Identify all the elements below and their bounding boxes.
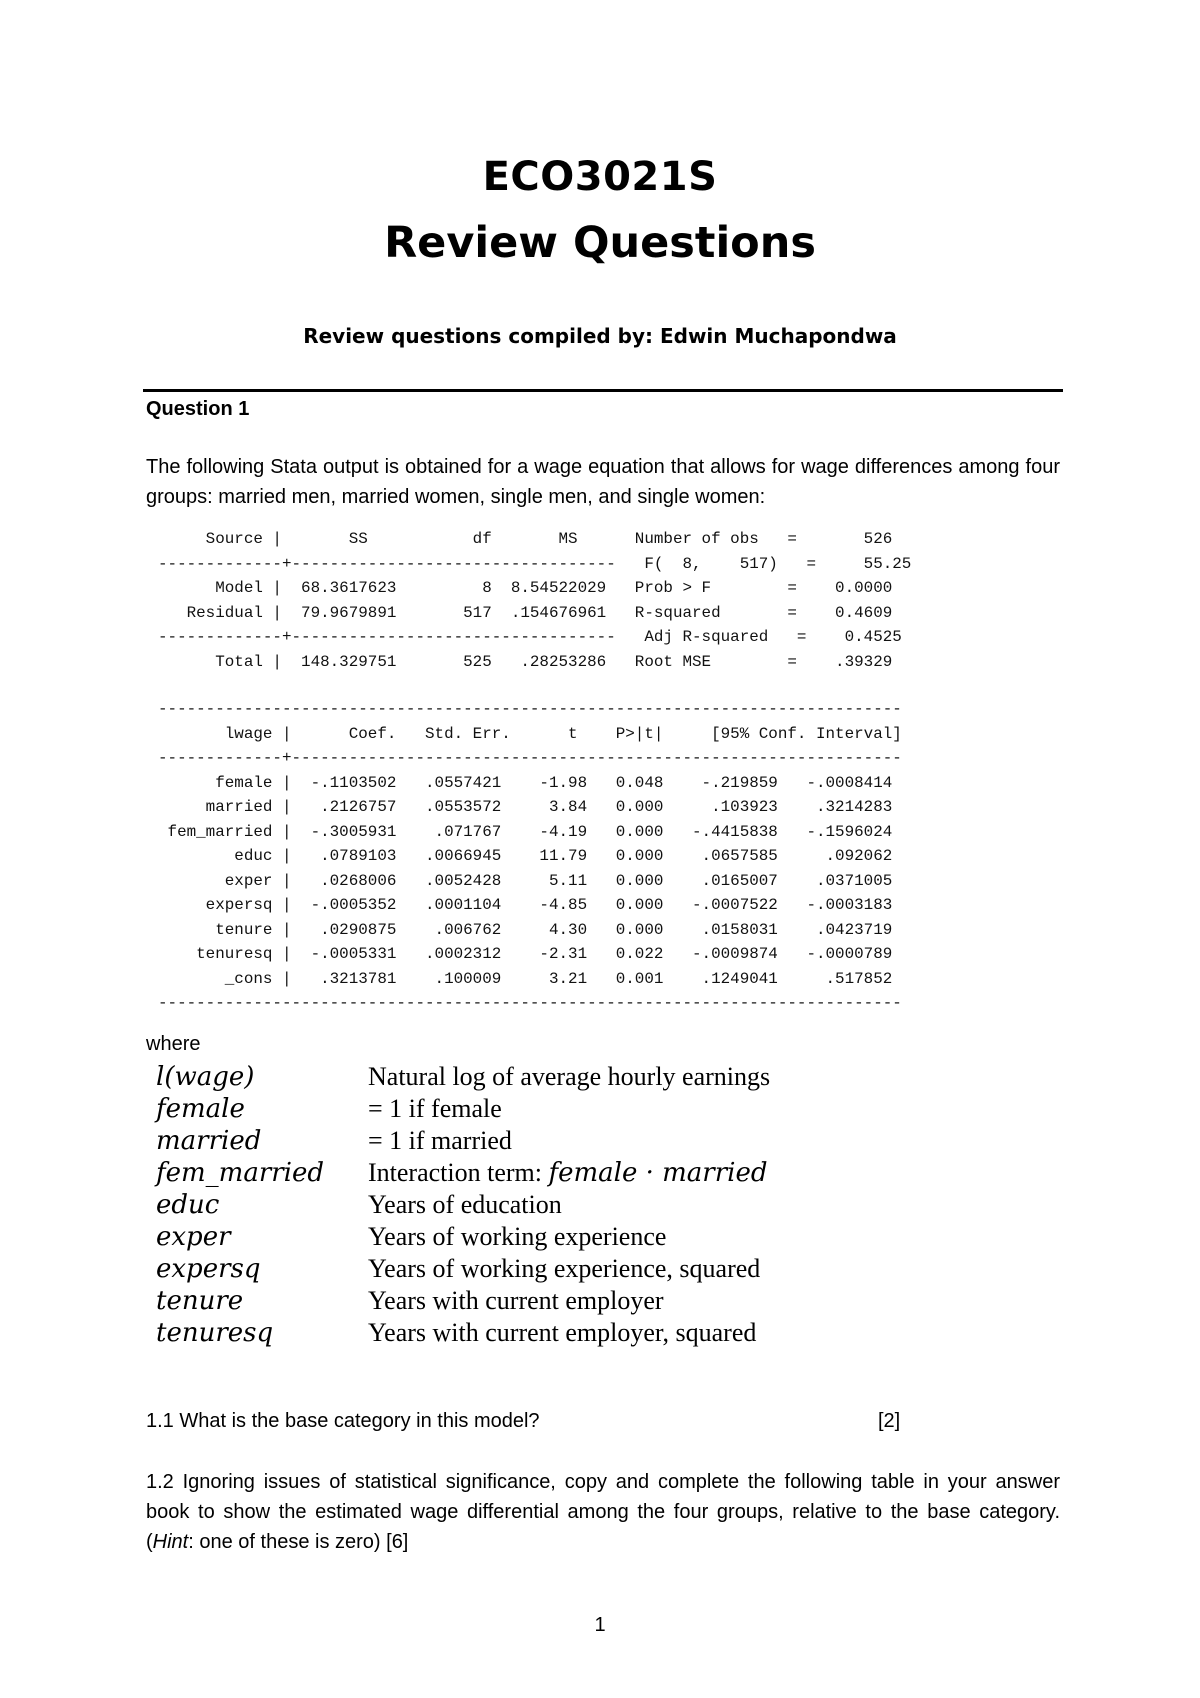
compiled-by-line: Review questions compiled by: Edwin Muchapondwa — [303, 324, 897, 348]
question-1-2-text: 1.2 Ignoring issues of statistical significance, copy and complete the following table in your answer book to show the estimated wage differential among the four groups, relative to the base category. ( — [146, 1471, 1060, 1553]
hint-label: Hint — [152, 1531, 189, 1553]
glossary-definition: Natural log of average hourly earnings — [368, 1062, 771, 1091]
glossary-variable: l(wage) — [156, 1062, 255, 1092]
glossary-variable: educ — [156, 1190, 220, 1220]
glossary-definition: Years of working experience — [368, 1222, 667, 1251]
glossary-definition: = 1 if female — [368, 1094, 502, 1123]
glossary-definition: Years of working experience, squared — [368, 1254, 761, 1283]
glossary-intro: where — [146, 1033, 201, 1055]
question-heading: Question 1 — [146, 398, 250, 420]
glossary-variable: fem_married — [156, 1158, 325, 1188]
question-1-2 — [146, 1467, 1060, 1557]
question-intro: The following Stata output is obtained for a wage equation that allows for wage differences among four groups: married men, married women, single men, and single women: — [146, 456, 1060, 508]
stata-coefficient-table: ------------------------------------------------------------------------------ lwage | Coef. Std. Err. t P>|t| [95% Conf. Interval] -------------+---------------------------------------------------------------- female | -.1103502 .0557421 -1.98 0.048 -.219859 -.0008414 married | .2126757 .0553572 3.84 0.000 .103923 .3214283 fem_married | -.3005931 .071767 -4.19 0.000 -.4415838 -.1596024 educ | .0789103 .0066945 11.79 0.000 .0657585 .092062 exper | .0268006 .0052428 5.11 0.000 .0165007 .0371005 expersq | -.0005352 .0001104 -4.85 0.000 -.0007522 -.0003183 tenure | .0290875 .006762 4.30 0.000 .0158031 .0423719 tenuresq | -.0005331 .0002312 -2.31 0.022 -.0009874 -.0000789 _cons | .3213781 .100009 3.21 0.001 .1249041 .517852 ------------------------------------------------------------------------------ — [158, 700, 902, 1012]
question-1-1: 1.1 What is the base category in this model? — [146, 1410, 540, 1432]
horizontal-rule — [143, 389, 1063, 392]
question-1-2-hint-text: : one of these is zero) [6] — [188, 1531, 409, 1553]
glossary-variable: exper — [156, 1222, 231, 1252]
question-1-1-marks: [2] — [878, 1410, 901, 1432]
glossary-variable: female — [156, 1094, 245, 1124]
glossary-variable: expersq — [156, 1254, 261, 1284]
glossary-definition: Years of education — [368, 1190, 562, 1219]
interaction-term-label: Interaction term: — [368, 1158, 549, 1187]
glossary-definition: Years with current employer, squared — [368, 1318, 757, 1347]
glossary-variable: tenure — [156, 1286, 244, 1316]
glossary-definition — [368, 1158, 768, 1188]
course-code: ECO3021S — [482, 154, 718, 200]
glossary-variable: tenuresq — [156, 1318, 274, 1348]
glossary-definition: = 1 if married — [368, 1126, 512, 1155]
glossary-definition: Years with current employer — [368, 1286, 664, 1315]
glossary-variable: married — [156, 1126, 262, 1156]
stata-anova-table: Source | SS df MS Number of obs = 526 -------------+---------------------------------- F( 8, 517) = 55.25 Model | 68.3617623 8 8.54522029 Prob > F = 0.0000 Residual | 79.9679891 517 .154676961 R-squared = 0.4609 -------------+---------------------------------- Adj R-squared = 0.4525 Total | 148.329751 525 .28253286 Root MSE = .39329 — [158, 530, 912, 671]
page-number: 1 — [594, 1614, 606, 1636]
document-title: Review Questions — [384, 218, 816, 268]
interaction-expression: female · married — [548, 1158, 768, 1188]
